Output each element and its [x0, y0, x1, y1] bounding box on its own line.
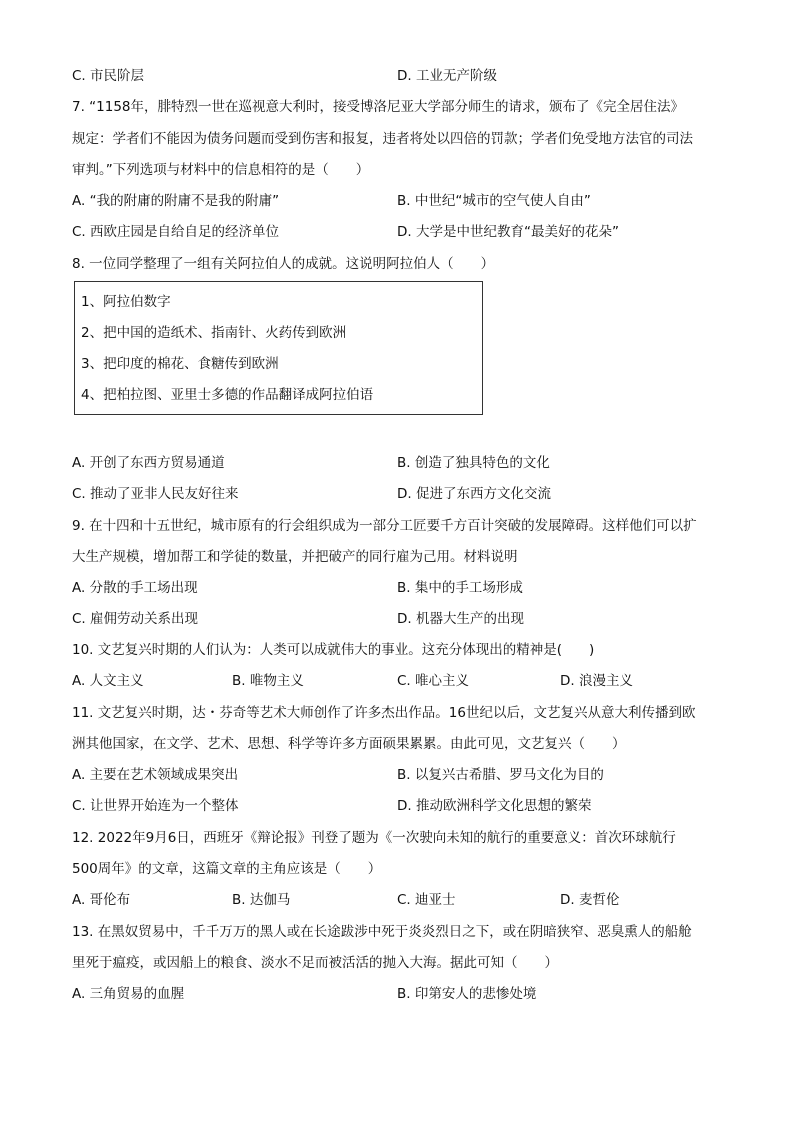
- question-12-option-a: A. 哥伦布: [72, 892, 131, 908]
- question-11-option-c: C. 让世界开始连为一个整体: [72, 798, 239, 814]
- question-12-option-c: C. 迪亚士: [397, 892, 456, 908]
- question-13-option-b: B. 印第安人的悲惨处境: [397, 986, 537, 1002]
- question-12-stem-line-2: 500周年》的文章，这篇文章的主角应该是（ ）: [72, 861, 382, 877]
- question-9-option-c: C. 雇佣劳动关系出现: [72, 611, 199, 627]
- question-11-option-a: A. 主要在艺术领域成果突出: [72, 767, 239, 783]
- question-9-option-a: A. 分散的手工场出现: [72, 580, 198, 596]
- question-12-option-b: B. 达伽马: [232, 892, 291, 908]
- question-7-stem-line-1: 7. “1158年，腓特烈一世在巡视意大利时，接受博洛尼亚大学部分师生的请求，颁布了《完全居住法》: [72, 99, 685, 115]
- question-8-option-c: C. 推动了亚非人民友好往来: [72, 486, 239, 502]
- question-7-option-b: B. 中世纪“城市的空气使人自由”: [397, 193, 591, 209]
- question-12-option-d: D. 麦哲伦: [560, 892, 620, 908]
- question-11-stem-line-2: 洲其他国家，在文学、艺术、思想、科学等许多方面硕果累累。由此可见，文艺复兴（ ）: [72, 736, 626, 752]
- material-item: 3、把印度的棉花、食糖传到欧洲: [81, 356, 279, 372]
- question-10-stem: 10. 文艺复兴时期的人们认为：人类可以成就伟大的事业。这充分体现出的精神是( ): [72, 642, 595, 658]
- material-item: 2、把中国的造纸术、指南针、火药传到欧洲: [81, 325, 347, 341]
- material-item: 4、把柏拉图、亚里士多德的作品翻译成阿拉伯语: [81, 387, 374, 403]
- question-11-stem-line-1: 11. 文艺复兴时期，达・芬奇等艺术大师创作了许多杰出作品。16世纪以后，文艺复兴从意大利传播到欧: [72, 705, 696, 721]
- question-8-option-b: B. 创造了独具特色的文化: [397, 455, 550, 471]
- question-8-option-d: D. 促进了东西方文化交流: [397, 486, 551, 502]
- question-12-stem-line-1: 12. 2022年9月6日，西班牙《辩论报》刊登了题为《一次驶向未知的航行的重要意义：首次环球航行: [72, 830, 676, 846]
- question-8-option-a: A. 开创了东西方贸易通道: [72, 455, 225, 471]
- question-8-stem: 8. 一位同学整理了一组有关阿拉伯人的成就。这说明阿拉伯人（ ）: [72, 256, 495, 272]
- question-8-material-box: [74, 281, 483, 415]
- question-7-option-d: D. 大学是中世纪教育“最美好的花朵”: [397, 224, 619, 240]
- question-13-stem-line-1: 13. 在黑奴贸易中，千千万万的黑人或在长途跋涉中死于炎炎烈日之下，或在阴暗狭窄、恶臭熏人的船舱: [72, 924, 692, 940]
- question-9-option-d: D. 机器大生产的出现: [397, 611, 524, 627]
- question-10-option-a: A. 人文主义: [72, 673, 144, 689]
- question-10-option-b: B. 唯物主义: [232, 673, 304, 689]
- question-7-option-a: A. “我的附庸的附庸不是我的附庸”: [72, 193, 280, 209]
- question-13-stem-line-2: 里死于瘟疫，或因船上的粮食、淡水不足而被活活的抛入大海。据此可知（ ）: [72, 955, 558, 971]
- question-11-option-b: B. 以复兴古希腊、罗马文化为目的: [397, 767, 604, 783]
- question-9-option-b: B. 集中的手工场形成: [397, 580, 523, 596]
- question-10-option-d: D. 浪漫主义: [560, 673, 633, 689]
- question-7-option-c: C. 西欧庄园是自给自足的经济单位: [72, 224, 280, 240]
- question-11-option-d: D. 推动欧洲科学文化思想的繁荣: [397, 798, 592, 814]
- option-d: D. 工业无产阶级: [397, 68, 497, 84]
- material-item: 1、阿拉伯数字: [81, 294, 171, 310]
- question-7-stem-line-2: 规定：学者们不能因为债务问题而受到伤害和报复，违者将处以四倍的罚款；学者们免受地方法官的司法: [72, 131, 693, 147]
- question-13-option-a: A. 三角贸易的血腥: [72, 986, 185, 1002]
- question-9-stem-line-1: 9. 在十四和十五世纪，城市原有的行会组织成为一部分工匠要千方百计突破的发展障碍。这样他们可以扩: [72, 518, 697, 534]
- option-c: C. 市民阶层: [72, 68, 145, 84]
- question-10-option-c: C. 唯心主义: [397, 673, 470, 689]
- question-7-stem-line-3: 审判。”下列选项与材料中的信息相符的是（ ）: [72, 162, 370, 178]
- question-9-stem-line-2: 大生产规模，增加帮工和学徒的数量，并把破产的同行雇为己用。材料说明: [72, 549, 518, 565]
